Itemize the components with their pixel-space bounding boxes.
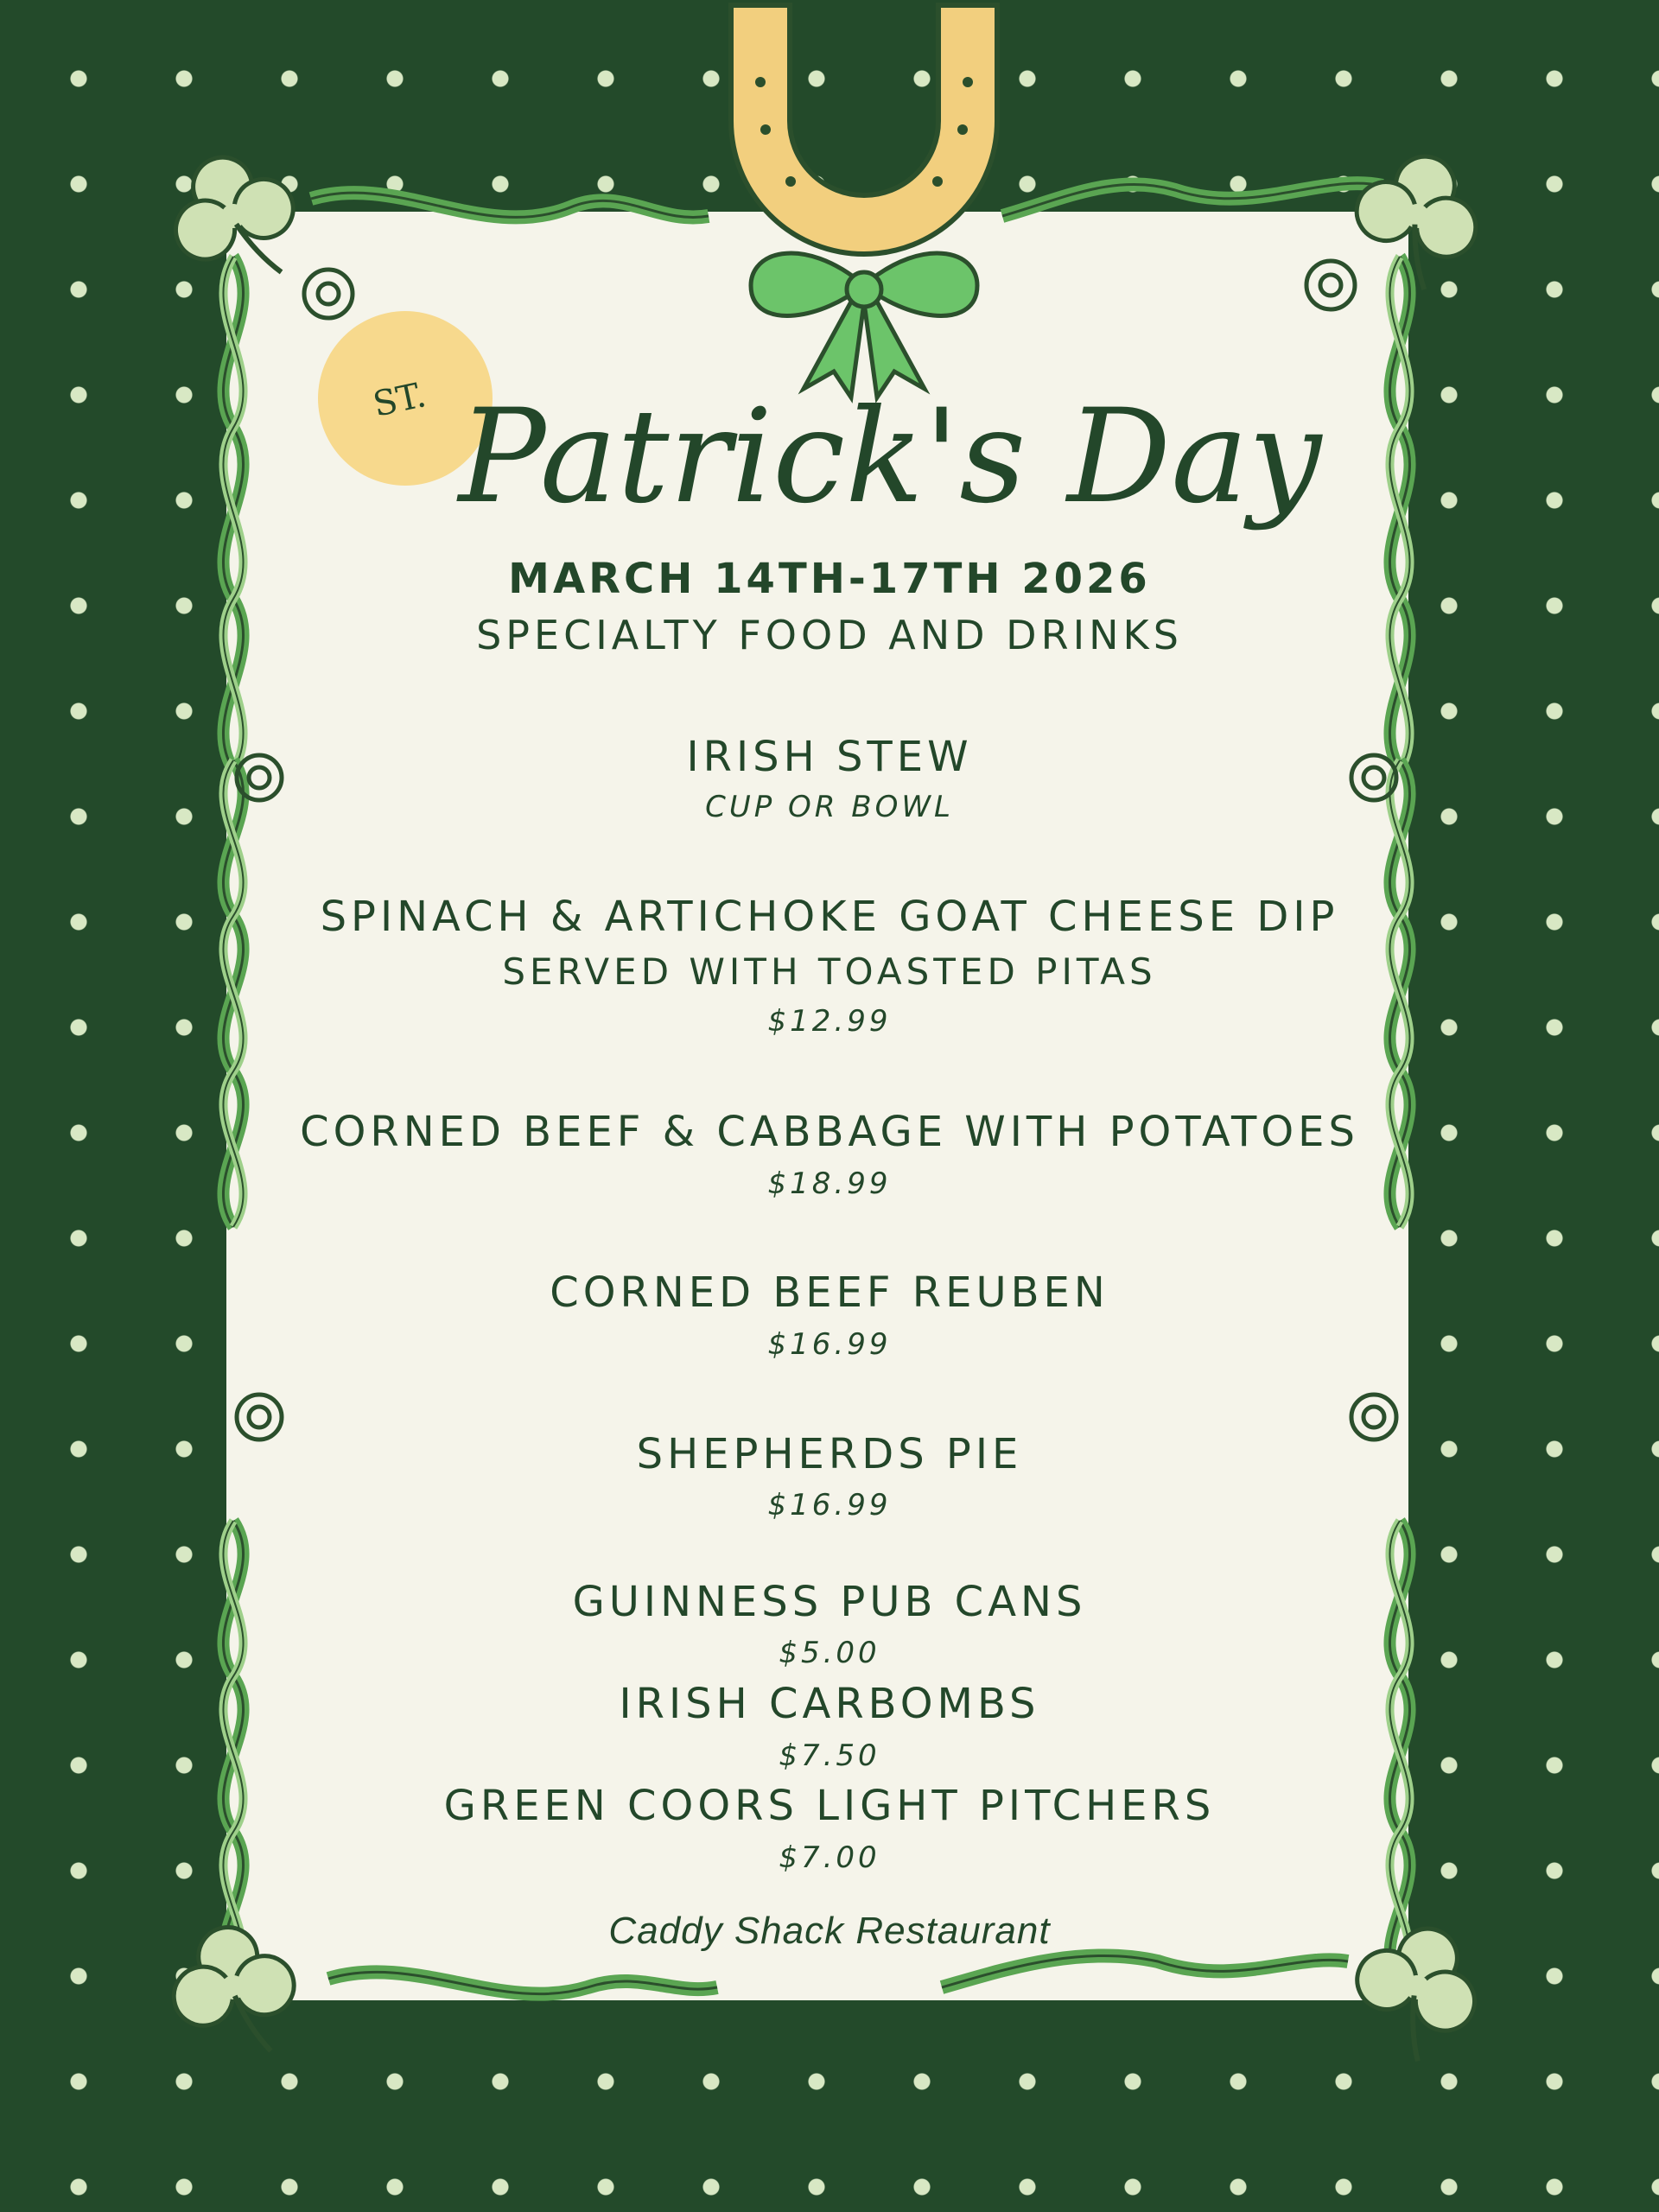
menu-item-price: $7.00 — [779, 1840, 880, 1875]
menu-item-price: $12.99 — [767, 1004, 892, 1039]
menu-item-note: CUP OR BOWL — [705, 790, 954, 824]
menu-item-price: $18.99 — [767, 1166, 892, 1201]
script-title: Patrick's Day — [458, 382, 1322, 532]
page-title — [449, 346, 1331, 562]
menu-item-price: $16.99 — [767, 1488, 892, 1522]
menu-item-name: GUINNESS PUB CANS — [572, 1578, 1087, 1626]
menu-item-name: CORNED BEEF REUBEN — [550, 1268, 1109, 1317]
menu-item-price: $16.99 — [767, 1327, 892, 1362]
bottom-vine — [328, 1955, 1348, 1993]
menu-subtitle: SPECIALTY FOOD AND DRINKS — [476, 612, 1183, 658]
menu-item-name: SHEPHERDS PIE — [636, 1430, 1023, 1478]
menu-item-name: GREEN COORS LIGHT PITCHERS — [443, 1782, 1216, 1830]
menu-item-note: SERVED WITH TOASTED PITAS — [502, 950, 1157, 993]
shamrock-icon — [1341, 142, 1491, 298]
restaurant-name: Caddy Shack Restaurant — [608, 1910, 1051, 1952]
menu-item-name: IRISH CARBOMBS — [619, 1680, 1040, 1728]
menu-item-name: IRISH STEW — [686, 733, 973, 781]
st-label: ST. — [369, 375, 430, 425]
menu-item-price: $7.50 — [779, 1738, 880, 1773]
menu-item-name: CORNED BEEF & CABBAGE WITH POTATOES — [300, 1108, 1359, 1156]
horseshoe-icon — [755, 35, 973, 225]
menu-item-name: SPINACH & ARTICHOKE GOAT CHEESE DIP — [320, 893, 1339, 941]
event-dates: MARCH 14TH-17TH 2026 — [508, 555, 1151, 603]
shamrock-icon — [156, 138, 314, 302]
menu-item-price: $5.00 — [779, 1636, 880, 1670]
